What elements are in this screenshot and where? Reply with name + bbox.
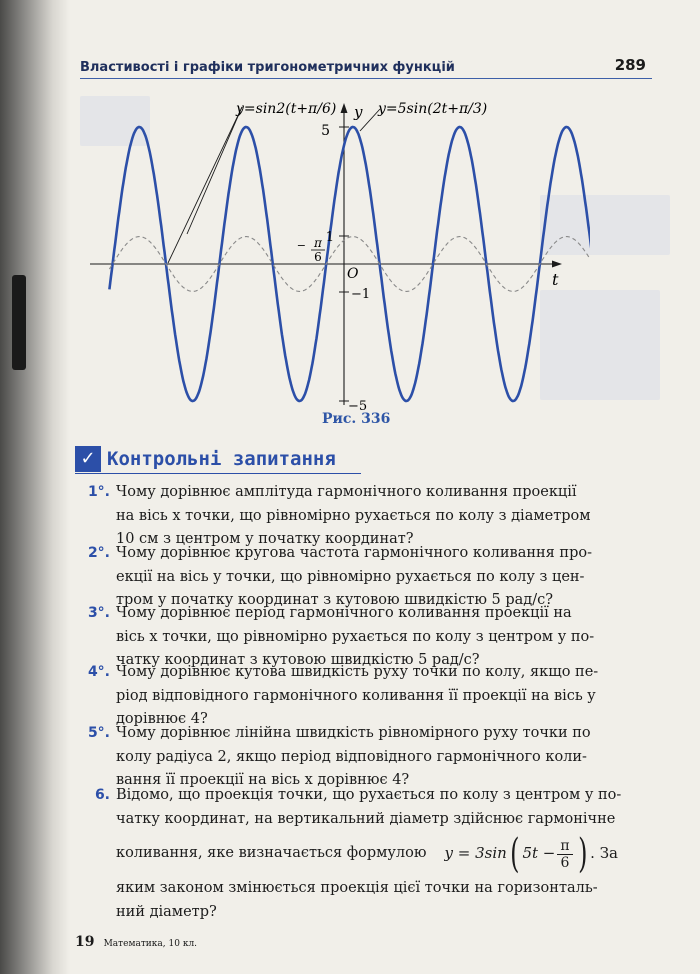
fraction-denominator: 6 <box>560 854 570 871</box>
label-solid-curve: y=5sin(2t+π/3) <box>378 101 488 117</box>
x-tick-denominator: 6 <box>314 250 322 264</box>
question-4 <box>87 661 618 732</box>
question-1 <box>87 481 618 552</box>
label-leader-dashed-1 <box>187 107 242 234</box>
question-line: Чому дорівнює амплітуда гармонічного коливання проекції <box>116 484 577 500</box>
formula-line <box>116 831 618 877</box>
question-line: колу радіуса 2, якщо період відповідного гармонічного коли- <box>116 748 587 765</box>
chart-axes <box>90 103 562 405</box>
left-paren: ( <box>509 831 520 877</box>
question-line: ний діаметр? <box>116 903 217 920</box>
question-number: 6. <box>94 787 110 803</box>
fraction-numerator: π <box>557 838 572 855</box>
question-line: яким законом змінюється проекція цієї точки на горизонталь- <box>116 880 598 896</box>
question-line: Чому дорівнює кругова частота гармонічного коливання про- <box>116 545 593 561</box>
question-line: Чому дорівнює кутова швидкість руху точки по колу, якщо пе- <box>116 664 599 680</box>
formula-prefix: коливання, яке визначається формулою <box>116 845 427 862</box>
question-number: 1°. <box>87 484 110 500</box>
y-axis-label: y <box>354 103 363 121</box>
question-number: 3°. <box>87 605 110 621</box>
tick-label-1: 1 <box>325 230 334 245</box>
label-leader-solid <box>360 109 380 131</box>
tick-label-neg5: −5 <box>348 399 368 414</box>
harmonic-formula <box>444 831 618 877</box>
question-line: Чому дорівнює період гармонічного коливання проекції на <box>116 605 572 621</box>
right-paren: ) <box>577 831 588 877</box>
question-6 <box>94 784 622 924</box>
sinusoid-chart <box>90 95 590 425</box>
spine-mark <box>12 275 26 370</box>
footer-text: Математика, 10 кл. <box>103 939 198 949</box>
label-dashed-curve: y=sin2(t+π/6) <box>236 101 337 117</box>
question-number: 5°. <box>87 725 110 741</box>
formula-fraction <box>557 838 572 871</box>
x-tick-numerator: π <box>314 236 322 250</box>
question-5 <box>87 722 618 793</box>
question-number: 2°. <box>87 545 110 561</box>
formula-lhs: y = 3sin <box>444 844 507 863</box>
header-title: Властивості і графіки тригонометричних функцій <box>80 60 455 75</box>
checkmark-icon: ✓ <box>75 446 101 472</box>
question-line: екції на вісь y точки, що рівномірно рухається по колу з цен- <box>116 568 585 585</box>
question-line: вісь x точки, що рівномірно рухається по колу з центром у по- <box>116 628 595 645</box>
question-line: чатку координат з кутовою швидкістю 5 рад/с? <box>116 652 480 668</box>
tick-label-5: 5 <box>321 123 330 139</box>
section-underline <box>75 473 361 474</box>
question-line: дорівнює 4? <box>116 711 208 727</box>
question-line: вання її проекції на вісь x дорівнює 4? <box>116 772 410 788</box>
question-line: Відомо, що проекція точки, що рухається по колу з центром у по- <box>116 787 622 803</box>
question-line: чатку координат, на вертикальний діаметр здійснює гармонічне <box>116 810 616 827</box>
running-header <box>80 52 652 79</box>
signature-number: 19 <box>75 934 95 950</box>
figure-caption: Рис. 336 <box>322 411 391 427</box>
formula-arg: 5t − <box>522 844 556 863</box>
t-axis-label: t <box>552 270 559 289</box>
x-tick-sign: − <box>296 239 306 252</box>
question-line: ріод відповідного гармонічного коливання її проекції на вісь y <box>116 687 596 704</box>
y-axis-arrow <box>341 103 348 113</box>
formula-suffix: . За <box>590 844 618 863</box>
page-number: 289 <box>614 56 646 74</box>
section-title: Контрольні запитання <box>107 448 336 470</box>
question-number: 4°. <box>87 664 110 680</box>
question-line: тром у початку координат з кутовою швидкістю 5 рад/с? <box>116 592 554 608</box>
tick-label-neg1: −1 <box>351 287 371 302</box>
origin-label: O <box>347 266 359 282</box>
question-line: на вісь x точки, що рівномірно рухається по колу з діаметром <box>116 507 591 524</box>
question-line: Чому дорівнює лінійна швидкість рівномірного руху точки по <box>116 725 591 741</box>
question-line: 10 см з центром у початку координат? <box>116 531 414 547</box>
footer <box>75 931 197 950</box>
t-axis-arrow <box>552 261 562 268</box>
